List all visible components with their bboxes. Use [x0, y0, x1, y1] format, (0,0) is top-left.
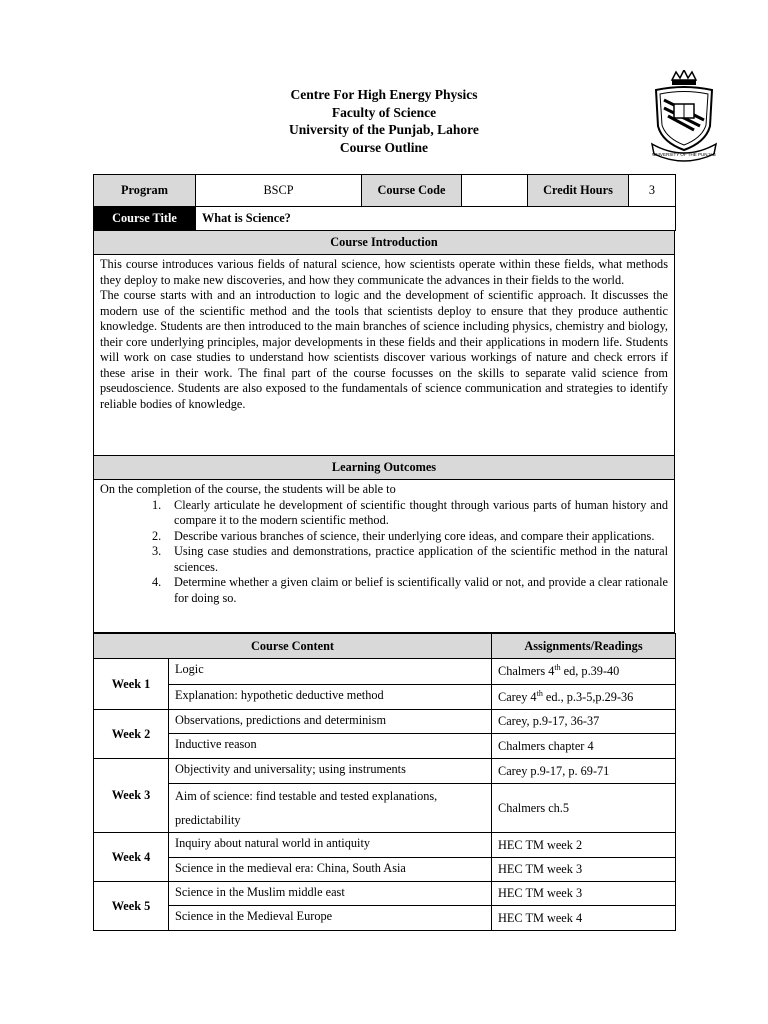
- topic-cell: Logic: [169, 659, 492, 685]
- table-row: [94, 734, 676, 759]
- course-info-table: [93, 174, 676, 231]
- course-introduction-body: [94, 255, 675, 456]
- reading-cell: Carey, p.9-17, 36-37: [492, 710, 676, 734]
- table-row: [94, 685, 676, 710]
- course-content-heading: Course Content: [94, 634, 492, 659]
- list-item: 1. Clearly articulate he development of scientific thought through various parts of human history and compare it to the modern scientific method.: [152, 497, 668, 527]
- course-code-value: [462, 175, 528, 207]
- table-row: [94, 858, 676, 882]
- topic-cell: Science in the Muslim middle east: [169, 882, 492, 906]
- reading-cell: HEC TM week 2: [492, 833, 676, 858]
- credit-hours-value: 3: [629, 175, 676, 207]
- table-row: [94, 833, 676, 858]
- course-description-table: [93, 230, 675, 633]
- topic-cell: Explanation: hypothetic deductive method: [169, 685, 492, 710]
- table-row: [94, 759, 676, 784]
- learning-outcomes-body: [94, 480, 675, 633]
- intro-paragraph-1: This course introduces various fields of natural science, how scientists operate within these fields, what methods they deploy to make new discoveries, and how they communicate the advances in their fields to the world.: [100, 257, 668, 287]
- week-label: Week 2: [94, 710, 169, 759]
- reading-cell: Carey p.9-17, p. 69-71: [492, 759, 676, 784]
- program-value: BSCP: [196, 175, 362, 207]
- topic-cell: Observations, predictions and determinism: [169, 710, 492, 734]
- reading-cell: HEC TM week 4: [492, 906, 676, 931]
- topic-cell: Objectivity and universality; using instruments: [169, 759, 492, 784]
- topic-cell: Science in the Medieval Europe: [169, 906, 492, 931]
- table-row: [94, 906, 676, 931]
- list-item: 3. Using case studies and demonstrations, practice application of the scientific method in the natural sciences.: [152, 544, 668, 574]
- reading-cell: Chalmers ch.5: [492, 784, 676, 833]
- credit-hours-label: Credit Hours: [528, 175, 629, 207]
- table-row: [94, 659, 676, 685]
- table-row: [94, 710, 676, 734]
- centre-name: Centre For High Energy Physics: [290, 87, 478, 102]
- learning-outcomes-heading: Learning Outcomes: [94, 456, 675, 480]
- reading-cell: Chalmers 4th ed, p.39-40: [492, 659, 676, 685]
- table-row: [94, 882, 676, 906]
- reading-cell: Carey 4th ed., p.3-5,p.29-36: [492, 685, 676, 710]
- week-label: Week 3: [94, 759, 169, 833]
- list-item: 4. Determine whether a given claim or belief is scientifically valid or not, and provide a clear rationale for doing so.: [152, 575, 668, 605]
- week-label: Week 1: [94, 659, 169, 710]
- crest-banner-text: UNIVERSITY OF THE PUNJAB: [652, 152, 716, 157]
- intro-paragraph-2: The course starts with and an introduction to logic and the development of scientific approach. It discusses the modern use of the scientific method and the tools that scientists deploy to ensure that they produce authentic knowledge. Students are then introduced to the main branches of science including physics, chemistry and biology, their core underlying principles, major developments in these fields and their applications in modern life. Students will work on case studies to understand how scientists discover various workings of nature and check errors if these arise in their work. The final part of the course focusses on the skills to separate valid science from pseudoscience. Students are also exposed to the fundamentals of science communication and strategies to identify reliable bodies of knowledge.: [100, 288, 668, 411]
- document-title: Course Outline: [339, 139, 429, 155]
- university-name: University of the Punjab, Lahore: [289, 122, 479, 137]
- reading-cell: HEC TM week 3: [492, 882, 676, 906]
- week-label: Week 4: [94, 833, 169, 882]
- outcomes-intro: On the completion of the course, the students will be able to: [100, 482, 396, 496]
- list-item: 2. Describe various branches of science, their underlying core ideas, and compare their applications.: [152, 528, 655, 543]
- assignments-heading: Assignments/Readings: [492, 634, 676, 659]
- course-introduction-heading: Course Introduction: [94, 231, 675, 255]
- week-label: Week 5: [94, 882, 169, 931]
- course-code-label: Course Code: [362, 175, 462, 207]
- topic-cell: Inductive reason: [169, 734, 492, 759]
- table-row: [94, 784, 676, 833]
- topic-cell: Inquiry about natural world in antiquity: [169, 833, 492, 858]
- course-title-label: Course Title: [94, 207, 196, 231]
- university-crest-icon: [650, 70, 718, 162]
- reading-cell: Chalmers chapter 4: [492, 734, 676, 759]
- course-title-value: What is Science?: [196, 207, 676, 231]
- course-content-table: [93, 633, 676, 931]
- faculty-name: Faculty of Science: [331, 104, 437, 120]
- reading-cell: HEC TM week 3: [492, 858, 676, 882]
- program-label: Program: [94, 175, 196, 207]
- topic-cell: Aim of science: find testable and tested explanations, predictability: [169, 784, 492, 833]
- topic-cell: Science in the medieval era: China, South Asia: [169, 858, 492, 882]
